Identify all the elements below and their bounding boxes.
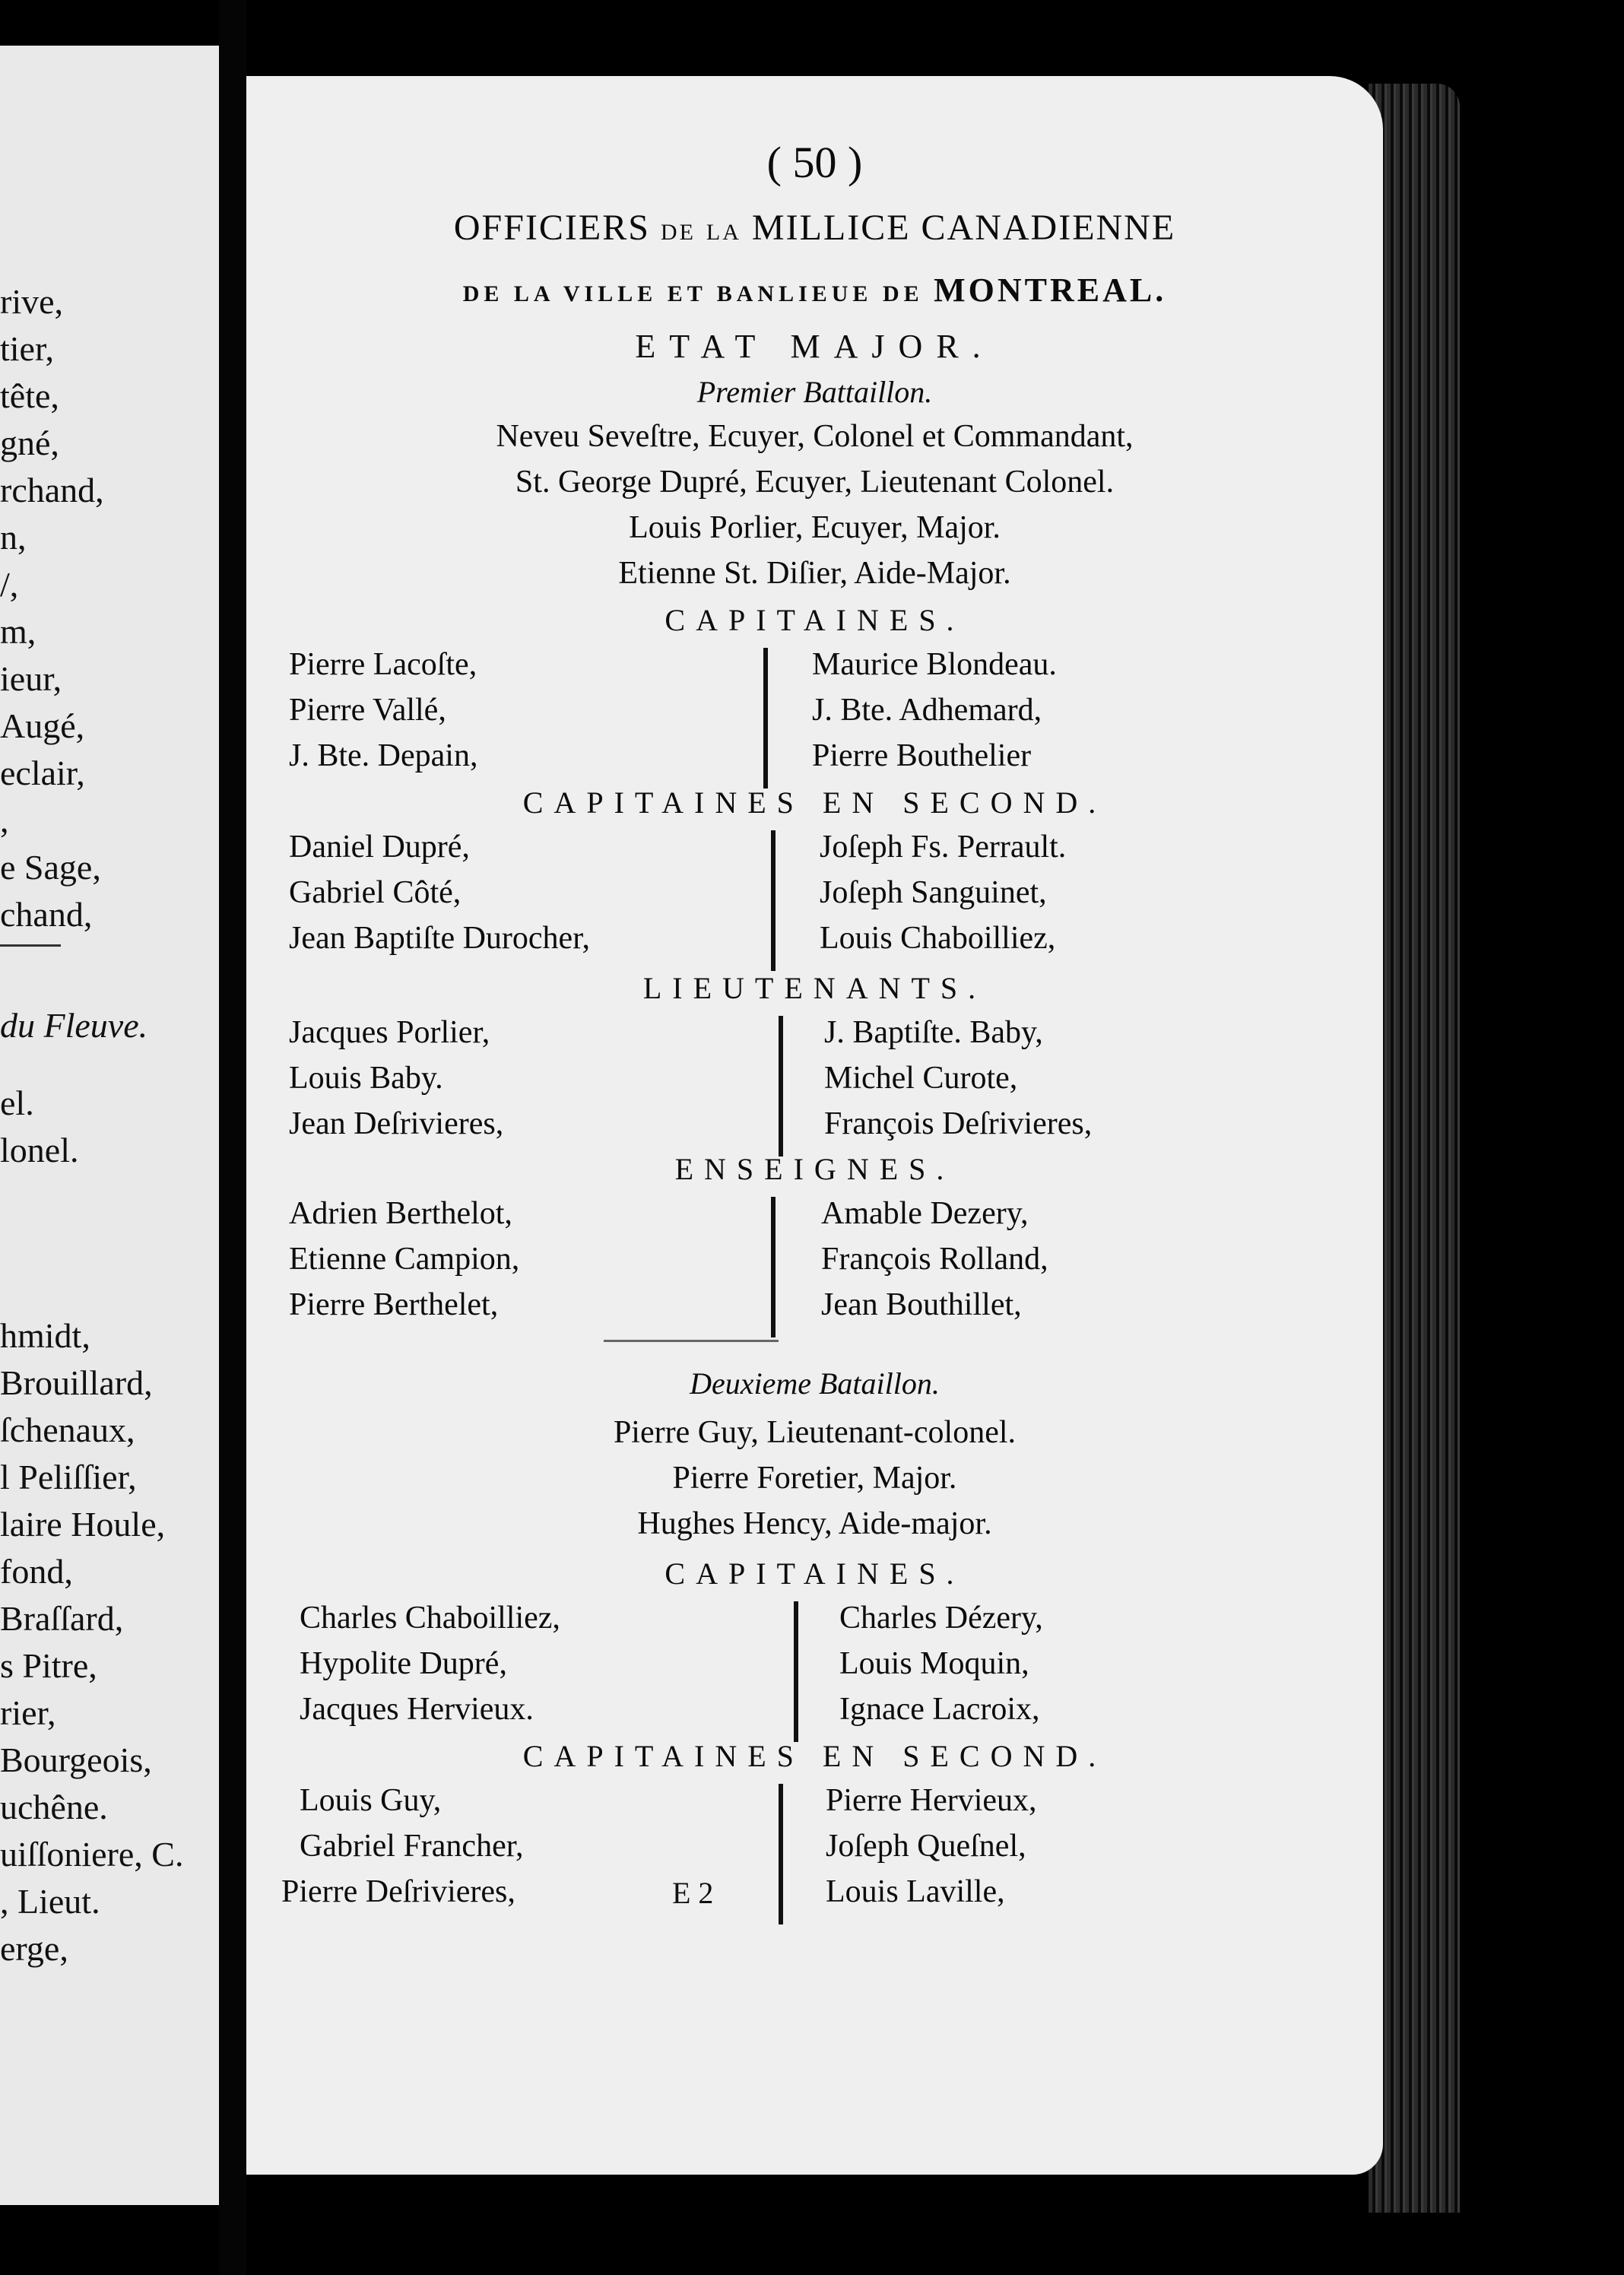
staff-line: Louis Porlier, Ecuyer, Major.	[629, 510, 1001, 545]
battalion-heading: Deuxieme Bataillon.	[690, 1366, 940, 1401]
left-line: s Pitre,	[0, 1646, 97, 1685]
subtitle-part: DE LA VILLE ET BANLIEUE DE	[462, 281, 924, 306]
battalion-heading: Premier Battaillon.	[696, 375, 933, 409]
name-left: Daniel Dupré,	[289, 830, 470, 865]
signature-mark: E 2	[672, 1876, 714, 1910]
section-heading-capitaines-en-second: CAPITAINES EN SECOND.	[522, 1739, 1107, 1773]
name-right: Michel Curote,	[824, 1061, 1018, 1096]
left-line: laire Houle,	[0, 1505, 166, 1544]
section-heading-lieutenants: LIEUTENANTS.	[642, 971, 987, 1005]
left-line: eclair,	[0, 754, 85, 792]
name-left: Adrien Berthelot,	[289, 1196, 512, 1231]
left-line: e Sage,	[0, 848, 101, 887]
left-line: ,	[0, 801, 9, 839]
column-divider	[763, 648, 768, 788]
previous-page-fragment	[0, 46, 219, 2205]
name-right: Jean Bouthillet,	[821, 1287, 1022, 1322]
column-divider	[779, 1784, 783, 1924]
left-line: rchand,	[0, 471, 104, 509]
staff-line: Pierre Foretier, Major.	[672, 1461, 957, 1496]
left-line: /,	[0, 565, 19, 604]
column-divider	[771, 1197, 776, 1337]
name-right: Joſeph Fs. Perrault.	[820, 830, 1067, 865]
left-line: l Peliſſier,	[0, 1458, 137, 1496]
left-line: Bourgeois,	[0, 1740, 152, 1779]
name-right: Charles Dézery,	[839, 1601, 1043, 1636]
name-right: Pierre Hervieux,	[826, 1783, 1037, 1818]
name-left: Jacques Porlier,	[289, 1015, 490, 1050]
section-heading-enseignes: ENSEIGNES.	[674, 1152, 955, 1186]
left-line: Augé,	[0, 706, 85, 745]
title-part: DE	[660, 220, 696, 245]
column-divider	[779, 1016, 783, 1157]
column-divider	[771, 830, 776, 971]
left-line: lonel.	[0, 1131, 79, 1169]
left-line: tier,	[0, 329, 54, 368]
name-left: Charles Chaboilliez,	[300, 1601, 560, 1636]
staff-line: St. George Dupré, Ecuyer, Lieutenant Colonel.	[515, 465, 1115, 500]
name-left: Gabriel Côté,	[289, 875, 462, 910]
name-right: J. Baptiſte. Baby,	[824, 1015, 1043, 1050]
short-rule	[604, 1340, 779, 1342]
left-line: fond,	[0, 1552, 73, 1591]
name-left: Pierre Vallé,	[289, 693, 446, 728]
book-gutter	[219, 0, 246, 2275]
left-line: rive,	[0, 282, 64, 321]
staff-line: Etienne St. Diſier, Aide-Major.	[618, 556, 1011, 591]
title-part: LA	[706, 220, 741, 245]
title-part: MILLICE CANADIENNE	[751, 208, 1176, 248]
name-left: J. Bte. Depain,	[289, 738, 478, 773]
left-line: tête,	[0, 376, 59, 415]
name-right: Louis Moquin,	[839, 1646, 1029, 1681]
section-heading-capitaines-en-second: CAPITAINES EN SECOND.	[522, 785, 1107, 820]
left-line: uiſſoniere, C.	[0, 1835, 184, 1874]
left-line: du Fleuve.	[0, 1006, 148, 1045]
subtitle-part: MONTREAL.	[934, 271, 1167, 309]
staff-line: Pierre Guy, Lieutenant-colonel.	[613, 1415, 1017, 1450]
left-line: Braſſard,	[0, 1599, 124, 1638]
left-line: rier,	[0, 1693, 56, 1732]
left-line: ſchenaux,	[0, 1410, 135, 1449]
left-line: erge,	[0, 1929, 68, 1968]
left-line: uchêne.	[0, 1788, 108, 1826]
section-heading-etat-major: ETAT MAJOR.	[635, 328, 994, 365]
title-part: OFFICIERS	[453, 208, 650, 248]
name-right: Maurice Blondeau.	[812, 647, 1057, 682]
name-right: J. Bte. Adhemard,	[812, 693, 1042, 728]
left-line: m,	[0, 612, 36, 651]
name-left: Jean Baptiſte Durocher,	[289, 921, 591, 956]
name-left: Pierre Deſrivieres,	[281, 1874, 515, 1909]
section-heading-capitaines: CAPITAINES.	[665, 603, 965, 637]
page-subtitle	[246, 271, 1383, 309]
name-left: Jacques Hervieux.	[300, 1692, 534, 1727]
page-number: ( 50 )	[766, 138, 863, 187]
left-line: , Lieut.	[0, 1882, 100, 1921]
name-left: Louis Baby.	[289, 1061, 443, 1096]
left-line: Brouillard,	[0, 1363, 153, 1402]
left-line: n,	[0, 518, 27, 557]
name-right: François Deſrivieres,	[824, 1106, 1093, 1141]
section-heading-capitaines: CAPITAINES.	[665, 1556, 965, 1591]
name-right: Joſeph Sanguinet,	[820, 875, 1047, 910]
name-right: Amable Dezery,	[821, 1196, 1029, 1231]
name-right: Louis Chaboilliez,	[820, 921, 1056, 956]
column-divider	[794, 1601, 798, 1742]
left-line: chand,	[0, 895, 93, 934]
name-left: Hypolite Dupré,	[300, 1646, 507, 1681]
name-right: Joſeph Queſnel,	[826, 1829, 1026, 1864]
left-line: el.	[0, 1084, 34, 1122]
staff-line: Hughes Hency, Aide-major.	[637, 1506, 992, 1541]
name-left: Pierre Berthelet,	[289, 1287, 499, 1322]
left-line: hmidt,	[0, 1316, 90, 1355]
name-left: Gabriel Francher,	[300, 1829, 524, 1864]
book-page	[246, 76, 1383, 2175]
name-right: François Rolland,	[821, 1242, 1048, 1277]
name-left: Jean Deſrivieres,	[289, 1106, 504, 1141]
name-right: Pierre Bouthelier	[812, 738, 1032, 773]
page-content	[246, 76, 1383, 2175]
left-line: gné,	[0, 424, 59, 462]
staff-line: Neveu Seveſtre, Ecuyer, Colonel et Commandant,	[496, 419, 1134, 454]
name-left: Etienne Campion,	[289, 1242, 520, 1277]
name-right: Louis Laville,	[826, 1874, 1005, 1909]
page-title	[246, 207, 1383, 249]
left-rule	[0, 944, 61, 947]
name-left: Pierre Lacoſte,	[289, 647, 477, 682]
name-right: Ignace Lacroix,	[839, 1692, 1040, 1727]
name-left: Louis Guy,	[300, 1783, 442, 1818]
left-line: ieur,	[0, 659, 62, 698]
